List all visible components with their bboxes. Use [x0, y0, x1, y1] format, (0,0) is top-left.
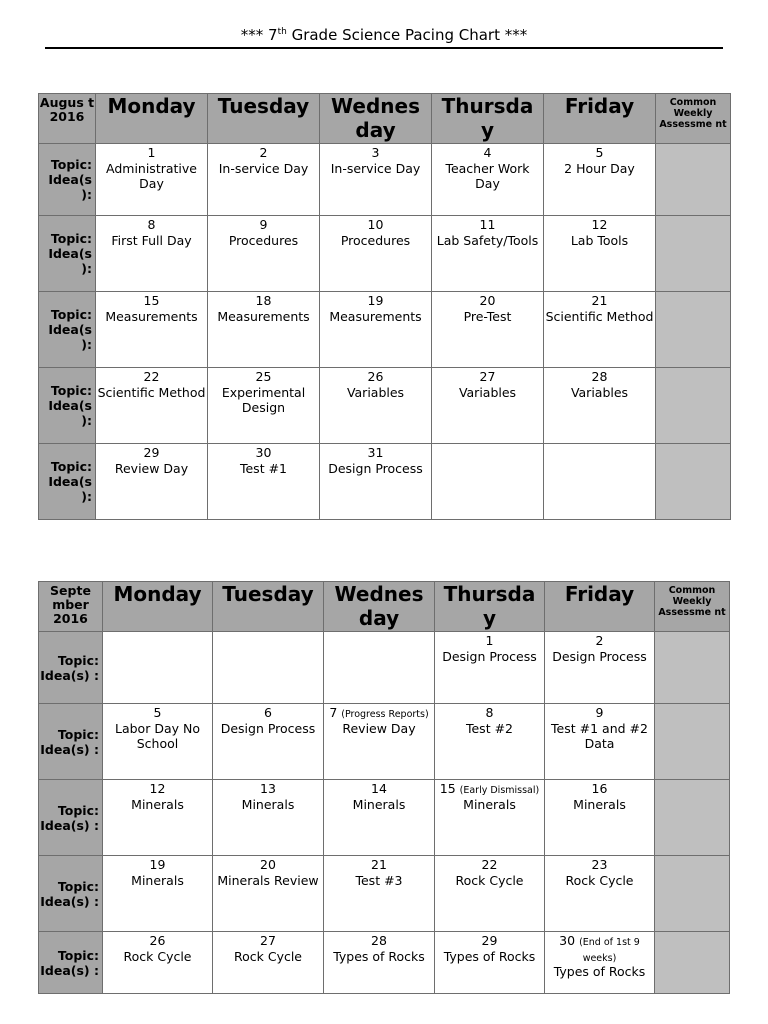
week-row	[39, 444, 731, 520]
day-number: 28	[371, 933, 387, 948]
day-cell	[545, 856, 655, 932]
day-topic: Lab Tools	[570, 232, 629, 248]
page-title: *** 7th Grade Science Pacing Chart ***	[240, 26, 528, 44]
day-topic: Design Process	[552, 648, 647, 664]
day-topic: Administrative Day	[106, 160, 197, 191]
day-number: 22	[143, 369, 160, 384]
day-number: 20	[260, 857, 276, 872]
day-cell	[103, 780, 213, 856]
week-row	[39, 216, 731, 292]
day-cell	[103, 632, 213, 704]
day-cell	[213, 704, 324, 780]
day-header-monday: Monday	[103, 582, 213, 632]
day-cell	[96, 444, 208, 520]
day-number: 31	[367, 445, 384, 460]
day-topic: Test #1	[239, 460, 287, 476]
day-number: 18	[255, 293, 272, 308]
week-row	[39, 780, 730, 856]
day-topic: Pre-Test	[463, 308, 512, 324]
day-cell	[435, 856, 545, 932]
day-cell	[320, 216, 432, 292]
day-cell	[432, 368, 544, 444]
assessment-cell	[656, 144, 731, 216]
day-number: 10	[367, 217, 384, 232]
day-number: 29	[143, 445, 160, 460]
day-topic: Measurements	[329, 308, 422, 324]
day-cell	[432, 144, 544, 216]
day-cell	[208, 444, 320, 520]
week-row	[39, 144, 731, 216]
day-topic: Types of Rocks	[553, 964, 646, 979]
day-header-friday: Friday	[545, 582, 655, 632]
day-number: 21	[371, 857, 387, 872]
day-number: 15	[439, 781, 456, 796]
day-topic: Types of Rocks	[443, 948, 536, 964]
day-topic: Variables	[346, 384, 405, 400]
day-topic: Procedures	[340, 232, 411, 248]
assessment-cell	[656, 444, 731, 520]
day-number: 28	[591, 369, 608, 384]
day-number: 14	[371, 781, 387, 796]
day-cell	[544, 444, 656, 520]
topic-label: Topic: Idea(s ):	[39, 216, 96, 292]
day-topic: Experimental Design	[221, 384, 306, 415]
day-topic: Review Day	[114, 460, 189, 476]
day-cell	[435, 632, 545, 704]
day-topic: Test #2	[465, 720, 513, 736]
day-number: 1	[485, 633, 494, 648]
day-topic: Scientific Method	[97, 384, 206, 400]
day-topic: Test #1 and #2 Data	[551, 720, 648, 751]
assessment-header: Common Weekly Assessme nt	[656, 94, 731, 144]
day-cell	[96, 368, 208, 444]
day-cell	[435, 932, 545, 994]
day-header-monday: Monday	[96, 94, 208, 144]
day-cell	[208, 144, 320, 216]
day-topic: Design Process	[328, 460, 423, 476]
day-topic: In-service Day	[218, 160, 309, 176]
day-cell	[545, 704, 655, 780]
topic-label: Topic: Idea(s) :	[39, 704, 103, 780]
day-cell	[432, 216, 544, 292]
day-topic: Measurements	[105, 308, 198, 324]
day-number: 30	[559, 933, 576, 948]
day-cell	[103, 704, 213, 780]
day-cell	[208, 368, 320, 444]
topic-label: Topic: Idea(s) :	[39, 780, 103, 856]
day-cell	[435, 704, 545, 780]
day-cell	[103, 856, 213, 932]
day-number: 9	[595, 705, 604, 720]
day-number: 20	[479, 293, 496, 308]
day-number: 1	[147, 145, 156, 160]
day-cell	[544, 292, 656, 368]
day-cell	[545, 632, 655, 704]
day-cell	[324, 932, 435, 994]
day-cell	[545, 780, 655, 856]
day-topic: First Full Day	[111, 232, 192, 248]
day-cell	[96, 216, 208, 292]
assessment-cell	[656, 292, 731, 368]
day-topic: Types of Rocks	[333, 948, 425, 964]
day-topic: Minerals	[463, 796, 516, 812]
month-label: Augus t 2016	[39, 94, 96, 144]
day-cell	[213, 932, 324, 994]
day-number: 30	[255, 445, 272, 460]
day-cell	[432, 444, 544, 520]
day-number: 13	[260, 781, 276, 796]
day-header-wednesday: Wednes day	[324, 582, 435, 632]
topic-label: Topic: Idea(s) :	[39, 632, 103, 704]
day-cell	[544, 144, 656, 216]
day-topic: 2 Hour Day	[564, 160, 635, 176]
day-topic: Procedures	[228, 232, 299, 248]
day-topic: Scientific Method	[545, 308, 654, 324]
day-note: (Progress Reports)	[341, 709, 429, 720]
day-cell	[96, 144, 208, 216]
day-number: 26	[367, 369, 384, 384]
day-number: 16	[591, 781, 608, 796]
day-cell	[324, 780, 435, 856]
day-number: 26	[149, 933, 166, 948]
day-number: 21	[591, 293, 608, 308]
day-number: 2	[595, 633, 604, 648]
day-number: 23	[591, 857, 608, 872]
day-number: 25	[255, 369, 272, 384]
day-header-tuesday: Tuesday	[213, 582, 324, 632]
week-row	[39, 292, 731, 368]
day-number: 7	[329, 705, 338, 720]
day-cell	[324, 856, 435, 932]
assessment-cell	[655, 856, 730, 932]
day-cell	[208, 216, 320, 292]
day-number: 29	[481, 933, 498, 948]
day-number: 19	[149, 857, 166, 872]
topic-label: Topic: Idea(s) :	[39, 856, 103, 932]
day-topic: Minerals	[573, 796, 626, 812]
day-topic: Minerals	[352, 796, 406, 812]
day-cell	[545, 932, 655, 994]
day-topic: Rock Cycle	[233, 948, 303, 964]
day-cell	[213, 856, 324, 932]
assessment-cell	[655, 704, 730, 780]
day-cell	[544, 368, 656, 444]
day-topic: Variables	[570, 384, 629, 400]
day-number: 5	[153, 705, 162, 720]
day-topic: Design Process	[442, 648, 537, 664]
week-row	[39, 368, 731, 444]
assessment-cell	[656, 216, 731, 292]
day-cell	[320, 144, 432, 216]
assessment-cell	[655, 780, 730, 856]
day-topic: Labor Day No School	[115, 720, 200, 751]
day-number: 6	[264, 705, 272, 720]
day-number: 22	[481, 857, 498, 872]
day-header-wednesday: Wednes day	[320, 94, 432, 144]
week-row	[39, 932, 730, 994]
day-cell	[320, 444, 432, 520]
topic-label: Topic: Idea(s) :	[39, 932, 103, 994]
topic-label: Topic: Idea(s ):	[39, 444, 96, 520]
day-header-tuesday: Tuesday	[208, 94, 320, 144]
day-topic: Design Process	[220, 720, 316, 736]
day-number: 8	[147, 217, 156, 232]
assessment-cell	[656, 368, 731, 444]
day-number: 4	[483, 145, 492, 160]
assessment-cell	[655, 632, 730, 704]
day-topic: Review Day	[342, 720, 416, 736]
assessment-cell	[655, 932, 730, 994]
day-number: 12	[149, 781, 166, 796]
day-number: 19	[367, 293, 384, 308]
day-number: 5	[595, 145, 604, 160]
august-calendar-table	[38, 93, 731, 520]
day-number: 2	[259, 145, 268, 160]
day-cell	[213, 780, 324, 856]
topic-label: Topic: Idea(s ):	[39, 292, 96, 368]
day-cell	[320, 292, 432, 368]
day-cell	[208, 292, 320, 368]
day-topic: Test #3	[355, 872, 403, 888]
topic-label: Topic: Idea(s ):	[39, 144, 96, 216]
day-topic: Minerals	[131, 872, 184, 888]
september-calendar-table	[38, 581, 730, 994]
day-topic: Rock Cycle	[455, 872, 524, 888]
day-cell	[544, 216, 656, 292]
day-cell	[96, 292, 208, 368]
week-row	[39, 704, 730, 780]
week-row	[39, 632, 730, 704]
day-topic: Variables	[458, 384, 517, 400]
month-label: Septe mber 2016	[39, 582, 103, 632]
day-topic: Minerals	[131, 796, 184, 812]
day-number: 3	[371, 145, 380, 160]
title-rule	[45, 47, 723, 49]
day-topic: Measurements	[217, 308, 310, 324]
day-number: 12	[591, 217, 608, 232]
day-number: 27	[260, 933, 276, 948]
topic-label: Topic: Idea(s ):	[39, 368, 96, 444]
day-topic: Minerals Review	[217, 872, 319, 888]
day-cell	[103, 932, 213, 994]
day-number: 9	[259, 217, 268, 232]
day-cell	[432, 292, 544, 368]
day-number: 11	[479, 217, 496, 232]
day-topic: Lab Safety/Tools	[436, 232, 539, 248]
day-cell	[435, 780, 545, 856]
day-note: (Early Dismissal)	[459, 785, 540, 796]
day-header-thursday: Thursda y	[435, 582, 545, 632]
day-topic: In-service Day	[330, 160, 421, 176]
day-header-friday: Friday	[544, 94, 656, 144]
day-cell	[324, 632, 435, 704]
day-topic: Rock Cycle	[123, 948, 192, 964]
day-header-thursday: Thursda y	[432, 94, 544, 144]
day-note: (End of 1st 9 weeks)	[579, 937, 640, 964]
day-number: 27	[479, 369, 496, 384]
day-cell	[213, 632, 324, 704]
assessment-header: Common Weekly Assessme nt	[655, 582, 730, 632]
day-topic: Teacher Work Day	[445, 160, 530, 191]
day-number: 8	[485, 705, 494, 720]
week-row	[39, 856, 730, 932]
day-topic: Minerals	[241, 796, 295, 812]
day-cell	[320, 368, 432, 444]
day-topic: Rock Cycle	[565, 872, 634, 888]
day-cell	[324, 704, 435, 780]
day-number: 15	[143, 293, 160, 308]
